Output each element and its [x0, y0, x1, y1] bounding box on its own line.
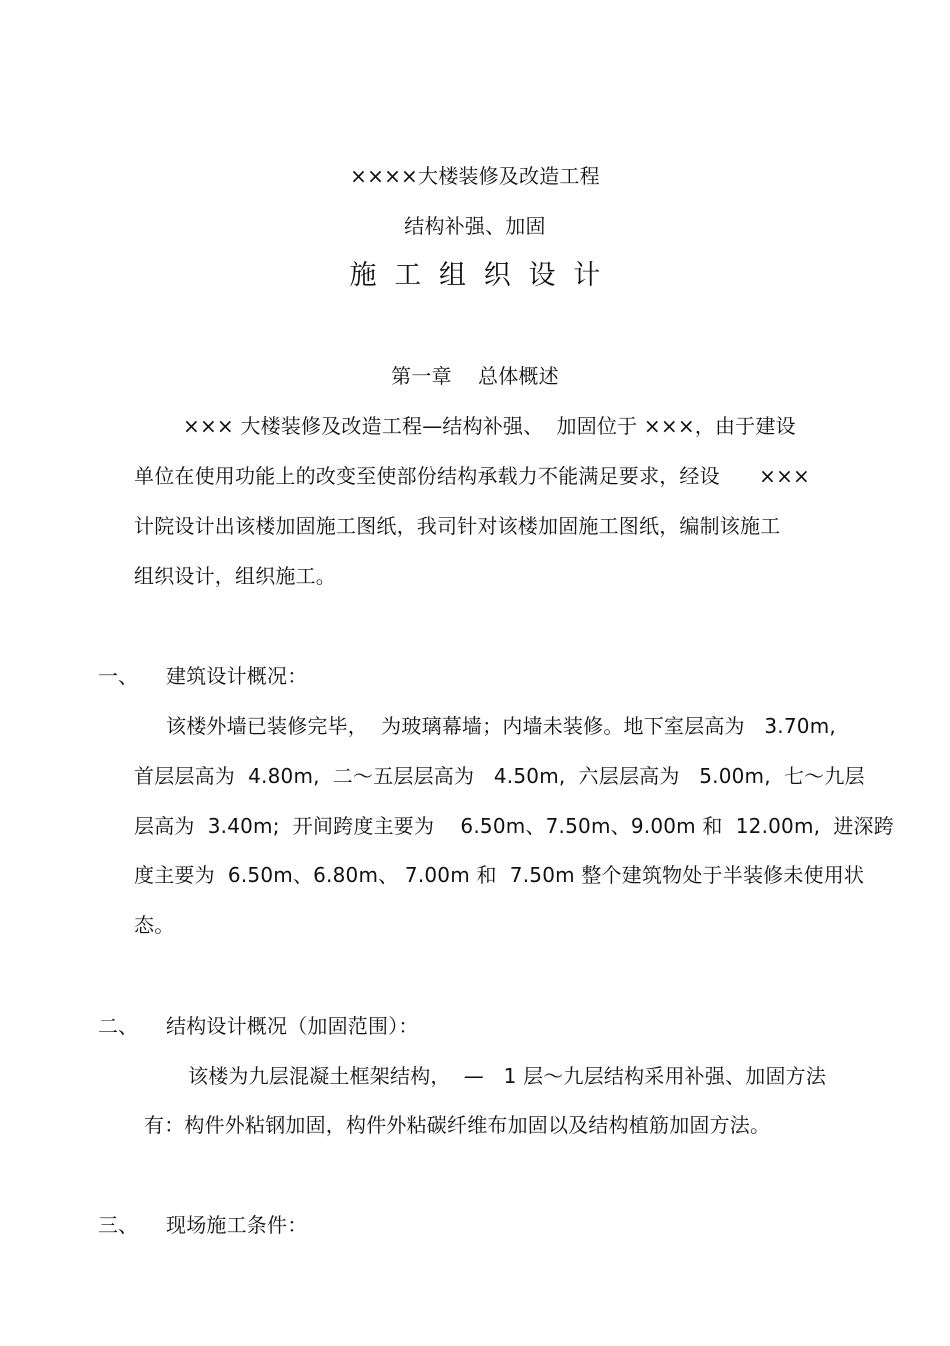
section-number: 三、 [98, 1213, 138, 1237]
section-number: 二、 [98, 1014, 138, 1038]
paragraph-line: 该楼外墙已装修完毕， 为玻璃幕墙；内墙未装修。地下室层高为 3.70m, [166, 714, 836, 738]
section-number: 一、 [98, 664, 138, 688]
document-title-line2: 结构补强、加固 [404, 214, 546, 238]
paragraph-line: 有：构件外粘钢加固，构件外粘碳纤维布加固以及结构植筋加固方法。 [144, 1113, 771, 1137]
paragraph-line: 首层层高为 4.80m, 二～五层层高为 4.50m, 六层层高为 5.00m, 七～九层 [134, 764, 865, 788]
chapter-heading: 第一章 总体概述 [391, 364, 559, 388]
paragraph-line: 态。 [134, 913, 175, 937]
paragraph-line: ××× 大楼装修及改造工程—结构补强、 加固位于 ×××，由于建设 [183, 414, 796, 438]
section-heading: 建筑设计概况： [166, 664, 308, 688]
paragraph-line: 计院设计出该楼加固施工图纸，我司针对该楼加固施工图纸，编制该施工 [134, 514, 781, 538]
paragraph-line: 单位在使用功能上的改变至使部份结构承载力不能满足要求，经设 ××× [134, 464, 811, 488]
paragraph-line: 层高为 3.40m; 开间跨度主要为 6.50m、7.50m、9.00m 和 12.00m, 进深跨 [134, 814, 894, 838]
paragraph-line: 组织设计，组织施工。 [134, 564, 336, 588]
section-heading: 结构设计概况（加固范围）： [166, 1014, 419, 1038]
section-heading: 现场施工条件： [166, 1213, 308, 1237]
paragraph-line: 度主要为 6.50m、6.80m、 7.00m 和 7.50m 整个建筑物处于半装修未使用状 [134, 863, 865, 887]
document-title-line3: 施 工 组 织 设 计 [349, 260, 601, 291]
paragraph-line: 该楼为九层混凝土框架结构， — 1 层～九层结构采用补强、加固方法 [188, 1064, 827, 1088]
document-title-line1: ××××大楼装修及改造工程 [350, 164, 600, 188]
